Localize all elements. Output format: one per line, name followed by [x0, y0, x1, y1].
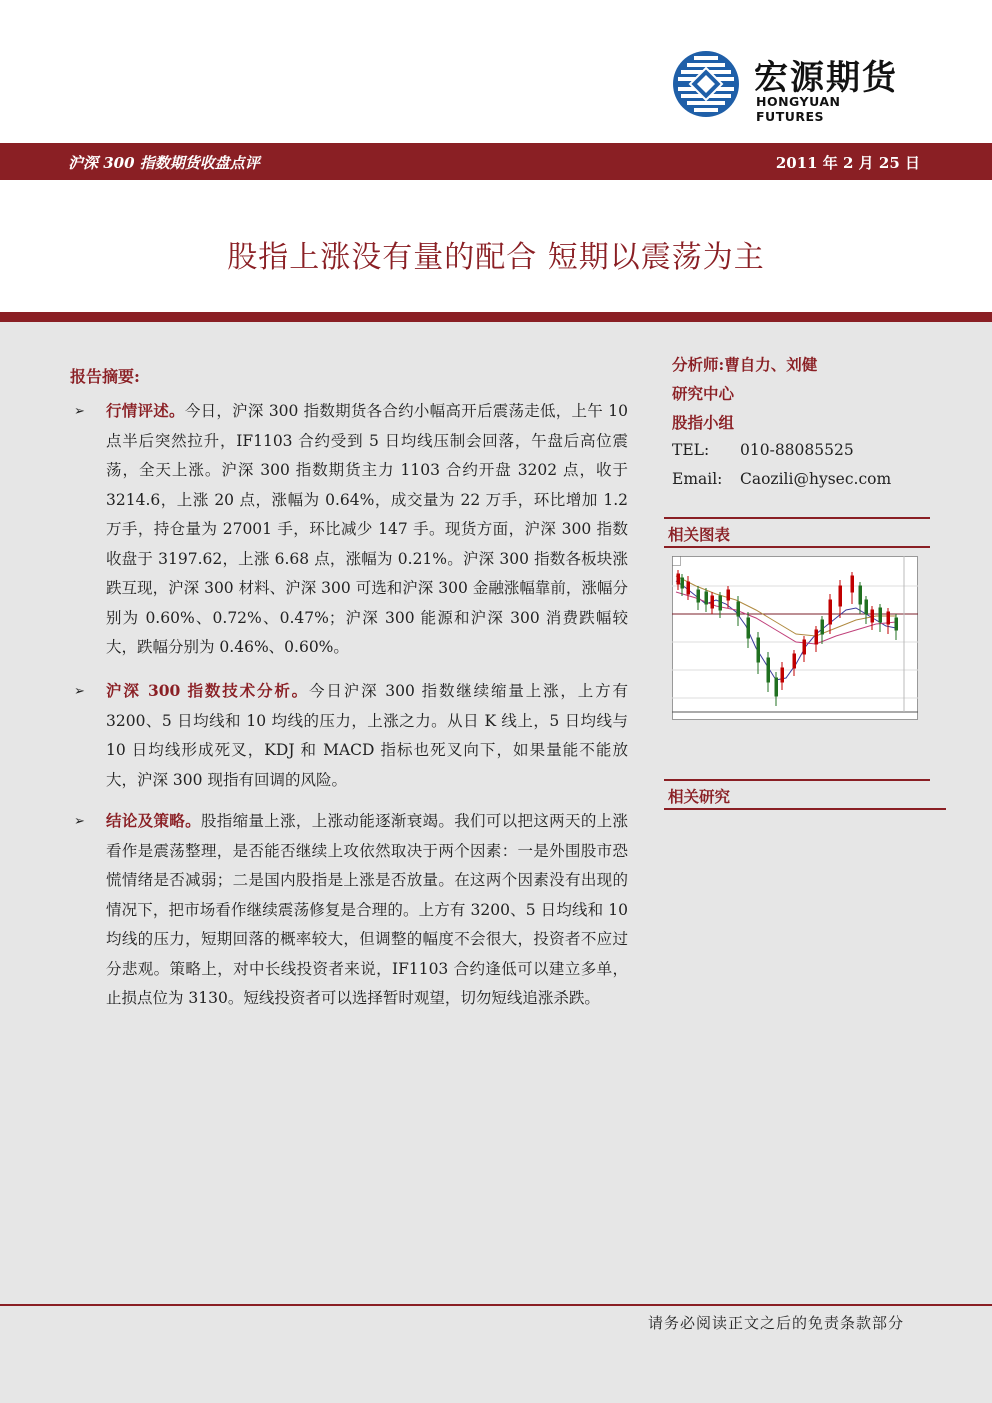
bullet-arrow-icon: ➢: [74, 684, 85, 699]
email-label: Email:: [672, 470, 723, 488]
section-rule: [664, 808, 946, 810]
section-rule: [664, 546, 930, 548]
tel-label: TEL:: [672, 441, 710, 459]
item-lead: 结论及策略。: [106, 811, 201, 830]
footer-disclaimer: 请务必阅读正文之后的免责条款部分: [647, 1314, 904, 1332]
section-rule: [664, 779, 930, 781]
candlestick-chart-graphic: [672, 556, 918, 720]
bullet-arrow-icon: ➢: [74, 814, 85, 829]
contact-block: [672, 436, 891, 494]
item-lead: 沪深 300 指数技术分析。: [106, 681, 310, 700]
item-lead: 行情评述。: [106, 401, 185, 420]
report-date: 2011 年 2 月 25 日: [775, 154, 920, 172]
related-research-heading: 相关研究: [668, 787, 731, 806]
bullet-arrow-icon: ➢: [74, 404, 85, 419]
page-header: [0, 0, 992, 140]
related-chart-thumbnail: [672, 556, 918, 720]
email-value: Caozili@hysec.com: [740, 470, 892, 488]
summary-item-market: [106, 396, 628, 663]
page-title: 股指上涨没有量的配合 短期以震荡为主: [227, 240, 765, 275]
title-band: [0, 180, 992, 312]
tel-value: 010-88085525: [740, 441, 854, 459]
related-charts-heading: 相关图表: [668, 525, 731, 544]
report-type: 沪深 300 指数期货收盘点评: [68, 154, 260, 172]
item-text: 今日，沪深 300 指数期货各合约小幅高开后震荡走低，上午 10 点半后突然拉升，IF1103 合约受到 5 日均线压制会回落，午盘后高位震荡，全天上涨。沪深 300 指数期货主力 1103 合约开盘 3202 点，收于 3214.6，上涨 20 点，涨幅为 0.64%，成交量为 22 万手，环比增加 1.2 万手，持仓量为 27001 手，环比减少 147 手。现货方面，沪深 300 指数收盘于 3197.62，上涨 6.68 点，涨幅为 0.21%。沪深 300 指数各板块涨跌互现，沪深 300 材料、沪深 300 可选和沪深 300 金融涨幅靠前，涨幅分别为 0.60%、0.72%、0.47%；沪深 300 能源和沪深 300 消费跌幅较大，跌幅分别为 0.46%、0.60%。: [106, 402, 628, 656]
section-rule: [664, 517, 930, 519]
company-logo: [672, 48, 912, 124]
research-group: 股指小组: [672, 413, 735, 432]
summary-item-technical: [106, 676, 628, 795]
hongyuan-logo-icon: [672, 50, 740, 118]
analyst-block: [672, 350, 817, 437]
report-banner: [0, 143, 992, 180]
logo-english-name: HONGYUAN FUTURES: [756, 94, 841, 124]
title-divider: [0, 312, 992, 322]
research-center: 研究中心: [672, 384, 735, 403]
logo-chinese-name: 宏源期货: [754, 58, 898, 98]
analyst-names: 分析师:曹自力、刘健: [672, 355, 818, 374]
summary-heading: 报告摘要:: [70, 367, 140, 386]
summary-item-strategy: [106, 806, 628, 1014]
footer-divider: [0, 1304, 992, 1306]
item-text: 股指缩量上涨，上涨动能逐渐衰竭。我们可以把这两天的上涨看作是震荡整理，是否能否继续上攻依然取决于两个因素：一是外围股市恐慌情绪是否减弱；二是国内股指是上涨是否放量。在这两个因素没有出现的情况下，把市场看作继续震荡修复是合理的。上方有 3200、5 日均线和 10 均线的压力，短期回落的概率较大，但调整的幅度不会很大，投资者不应过分悲观。策略上，对中长线投资者来说，IF1103 合约逢低可以建立多单，止损点位为 3130。短线投资者可以选择暂时观望，切勿短线追涨杀跌。: [106, 812, 628, 1007]
item-text: 今日沪深 300 指数继续缩量上涨，上方有 3200、5 日均线和 10 均线的压力，上涨之力。从日 K 线上，5 日均线与 10 日均线形成死叉，KDJ 和 MACD 指标也死叉向下，如果量能不能放大，沪深 300 现指有回调的风险。: [106, 682, 628, 789]
